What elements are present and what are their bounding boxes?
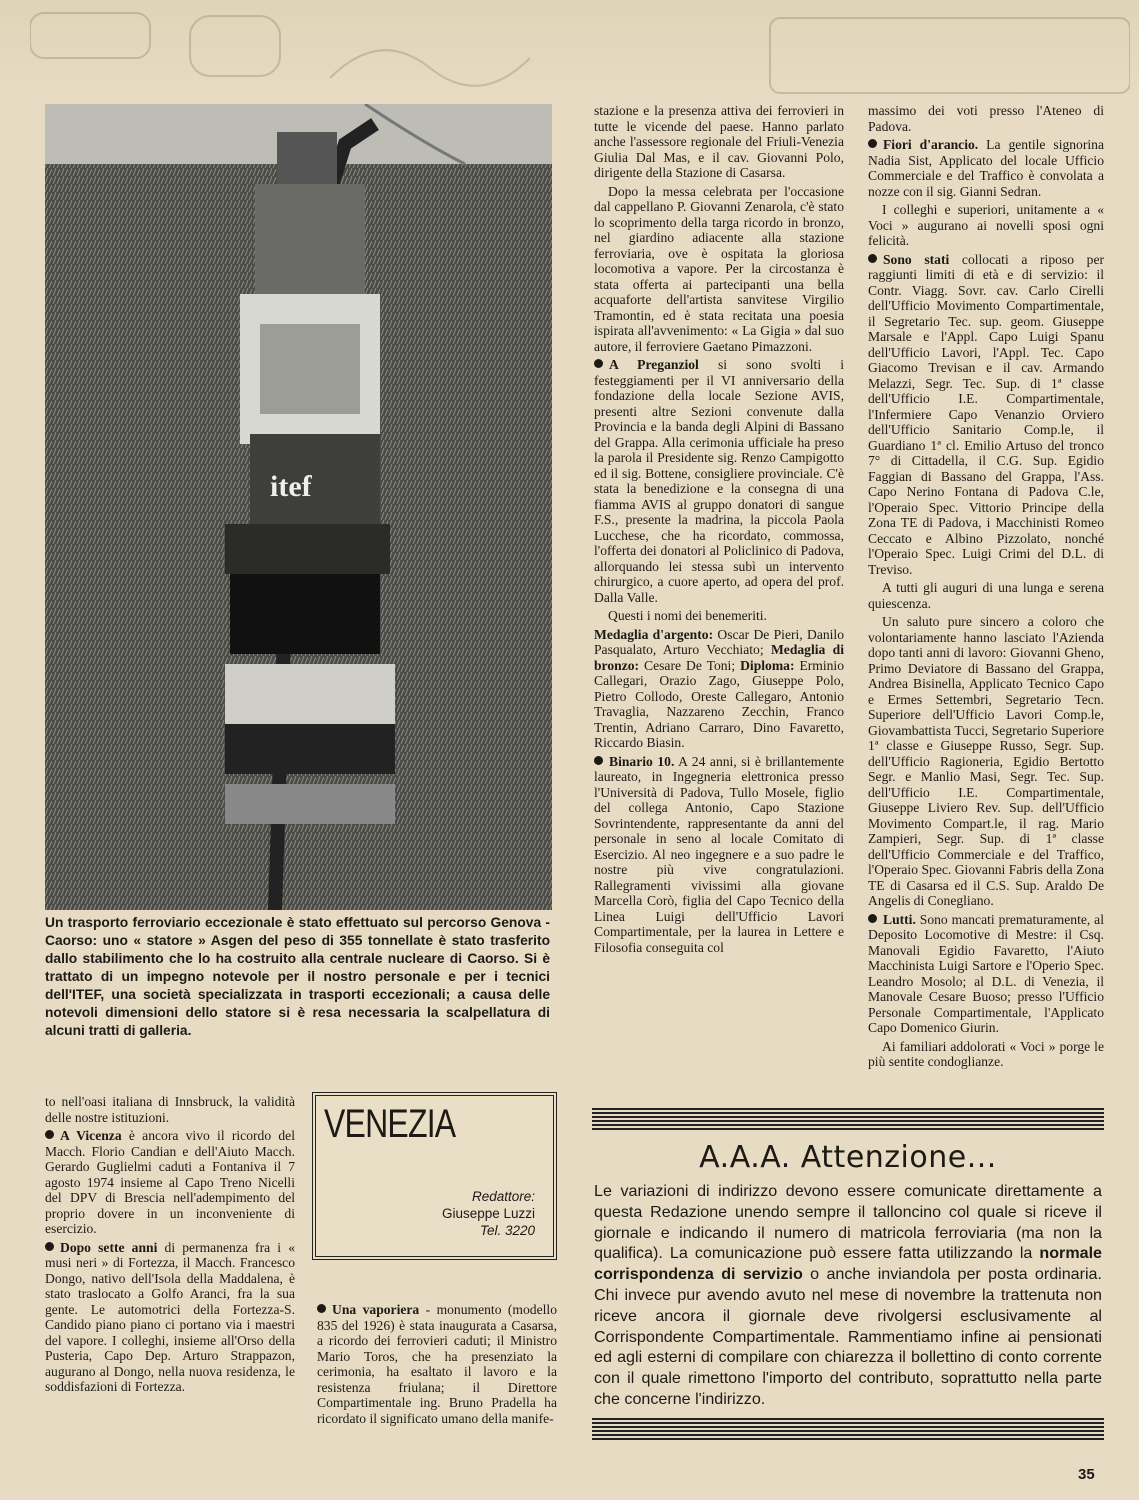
paragraph: A Preganziol si sono svolti i festeggiamenti per il VI anniversario della fondazione della locale Sezione AVIS, presenti altre Sezioni convenute dalla Provincia e la banda degli Alpini di Bassano del Grappa. Alla cerimonia ufficiale ha preso la parola il Presidente sig. Renzo Campigotto ed il sig. Bottene, consigliere provinciale. C'è stata la benedizione e la consegna di una fiamma AVIS al gruppo donatori di sangue F.S., presente la madrina, la piccola Paola Lucchese, che ha ricordato, commossa, l'offerta dei donatori al Policlinico di Padova, allorquando lei stessa subì un intervento chirurgico, a cuore aperto, ad opera del prof. Dalla Valle. xyxy=(594,357,844,605)
paragraph: Un saluto pure sincero a coloro che volontariamente hanno lasciato l'Azienda dopo tanti anni di lavoro: Giovanni Gheno, Primo Deviatore di Bassano del Grappa, Andrea Bisinella, Applicato Tecnico Capo e Ermes Settembri, Segretario Tecn. Superiore dell'Ufficio Lavori Comp.le, Giovambattista Tucci, Segretario Superiore 1ª classe e Giuseppe Russo, Segr. Sup. dell'Ufficio Ragioneria, Egidio Bertotto Segr. e Manlio Masi, Segr. Tec. Sup. dell'Ufficio I.E. Compartimentale, Giuseppe Liviero Rev. Sup. dell'Ufficio Movimento Compart.le, il rag. Mario Zampieri, Segr. Sup. di 1ª classe dell'Ufficio Commerciale e del Traffico, l'Operaio Spec. Giovanni Fabris della Zona TE di Casarsa ed il C.S. Sup. Araldo De Angelis di Conegliano. xyxy=(868,614,1104,908)
bullet-icon xyxy=(594,359,603,368)
paragraph: A Vicenza è ancora vivo il ricordo del Macch. Florio Candian e dell'Aiuto Macch. Gerardo Guglielmi caduti a Fontaniva il 7 agosto 1974 insieme al Capo Treno Nicelli del DPV di Brescia nell'adempimento del proprio dovere in un inconveniente di esercizio. xyxy=(45,1128,295,1236)
paragraph: Medaglia d'argento: Oscar De Pieri, Danilo Pasqualato, Arturo Vecchiato; Medaglia di bronzo: Cesare De Toni; Diploma: Erminio Callegari, Orazio Zago, Giuseppe Polo, Pietro Collodo, Oreste Callegaro, Antonio Travaglia, Nazzareno Zecchin, Franco Trentin, Adriano Carraro, Dino Favaretto, Riccardo Biasin. xyxy=(594,626,845,750)
freight-train-photo-icon xyxy=(45,104,552,910)
paragraph: A tutti gli auguri di una lunga e serena quiescenza. xyxy=(868,580,1104,611)
column-vaporiera xyxy=(317,1302,557,1429)
paragraph: Una vaporiera - monumento (modello 835 del 1926) è stata inaugurata a Casarsa, a ricordo dei ferrovieri caduti; il Ministro Mario Toros, che ha presenziato la cerimonia, ha esaltato il lavoro e la resistenza friulana; il Direttore Compartimentale ing. Bruno Pradella ha ricordato il significato umano della manife- xyxy=(317,1302,557,1426)
bullet-icon xyxy=(868,914,877,923)
paragraph: Fiori d'arancio. La gentile signorina Nadia Sist, Applicato del locale Ufficio Commerciale e del Traffico è convolata a nozze con il sig. Gianni Sedran. xyxy=(868,137,1104,199)
venezia-title: VENEZIA xyxy=(324,1102,456,1146)
paragraph: Dopo sette anni di permanenza fra i « musi neri » di Fortezza, il Macch. Francesco Dongo, nativo dell'Isola della Maddalena, è stato traslocato a Golfo Aranci, fra la sua gente. Le automotrici della Fortezza-S. Candido piano piano ci portano via i maestri del vapore. I colleghi, insieme all'Orso della Pusteria, Capo Dep. Arturo Strappazon, augurano al Dongo, nella nuova residenza, le soddisfazioni di Fortezza. xyxy=(45,1239,295,1394)
paragraph: Binario 10. A 24 anni, si è brillantemente laureato, in Ingegneria elettronica presso l'Università di Padova, Tullo Mosele, figlio del collega Antonio, Capo Stazione Sovrintendente, rappresentante da anni del personale in seno al locale Comitato di Esercizio. Al neo ingegnere e a suo padre le nostre più vive congratulazioni. Rallegramenti vivissimi alla giovane Marcella Corò, figlia del Capo Tecnico della Linea Luigi dell'Ufficio Lavori Compartimentale, per la laurea in Lettere e Filosofia conseguita col xyxy=(594,753,844,955)
itef-wagon-label: itef xyxy=(270,470,312,503)
attention-body: Le variazioni di indirizzo devono essere comunicate direttamente a questa Redazione unendo sempre il talloncino col quale si riceve il giornale e indicando il numero di matricola ferroviaria (ma non la qualifica). La comunicazione può essere fatta utilizzando la normale corrispondenza di servizio o anche inviandola per posta ordinaria. Chi invece pur avendo avuto nel mese di novembre la trattenuta non riceve ancora il giornale deve rivolgersi esclusivamente al Corrispondente Compartimentale. Rammentiamo infine ai pensionati ed agli esterni di compilare con chiarezza il bollettino di conto corrente con il quale rimettono l'importo del contributo, soprattutto nella parte che concerne l'indirizzo. xyxy=(594,1182,1102,1408)
column-right xyxy=(868,103,1104,1073)
column-middle xyxy=(594,103,844,958)
column-left-bottom xyxy=(45,1094,295,1398)
venezia-editor: Redattore: Giuseppe Luzzi Tel. 3220 xyxy=(441,1189,535,1238)
bullet-icon xyxy=(317,1304,326,1313)
attention-title: A.A.A. Attenzione... xyxy=(699,1140,997,1175)
attention-notice xyxy=(592,1108,1104,1464)
bullet-icon xyxy=(868,254,877,263)
bottom-stripe-divider xyxy=(592,1418,1104,1440)
faded-cartoon-background xyxy=(30,8,1130,96)
paragraph: Dopo la messa celebrata per l'occasione dal cappellano P. Giovanni Zenarola, c'è stato lo scoprimento della targa ricordo in bronzo, nel giardino adiacente alla stazione ferroviaria, ove è ospitata la gloriosa locomotiva a vapore. Per la circostanza è stata offerta ai partecipanti una bella acquaforte dell'artista sanvitese Virgilio Tramontin, ed è stata recitata una poesia ispirata all'avvenimento: « La Gigia » dal suo autore, il ferroviere Gaetano Pimazzoni. xyxy=(594,183,844,354)
paragraph: I colleghi e superiori, unitamente a « Voci » augurano ai novelli sposi ogni felicità. xyxy=(868,202,1104,248)
paragraph: Ai familiari addolorati « Voci » porge le più sentite condoglianze. xyxy=(868,1038,1104,1069)
venezia-section-box xyxy=(312,1092,557,1260)
paragraph: stazione e la presenza attiva dei ferrovieri in tutte le vicende del paese. Hanno parlato anche l'assessore regionale del Friuli-Venezia Giulia Dal Mas, e il cav. Giovanni Polo, dirigente della Stazione di Casarsa. xyxy=(594,103,844,180)
paragraph: massimo dei voti presso l'Ateneo di Padova. xyxy=(868,103,1104,134)
paragraph: Questi i nomi dei benemeriti. xyxy=(608,608,767,623)
bullet-icon xyxy=(594,756,603,765)
paragraph: Lutti. Sono mancati prematuramente, al Deposito Locomotive di Mestre: il Csq. Manovali Egidio Favaretto, l'Aiuto Macchinista Luigi Sartore e l'Operio Spec. Leandro Mosolo; al D.L. di Venezia, il Manovale Cesare Buoso; presso l'Ufficio Personale Compartimentale, l'Applicato Capo Domenico Giurin. xyxy=(868,911,1104,1035)
paragraph: Sono stati collocati a riposo per raggiunti limiti di età e di servizio: il Contr. Viagg. Sovr. cav. Carlo Cirelli dell'Ufficio Movimento Compartimentale, il Segretario Tec. sup. geom. Giuseppe Marsale e l'Appl. Capo Luigi Spanu dell'Ufficio Lavori, l'Appl. Tec. Capo Giacomo Trevisan e il cav. Armando Melazzi, Segr. Tec. Sup. di 1ª classe dell'Ufficio I.E. Compartimentale, l'Infermiere Capo Venanzio Orviero dell'Ufficio Sanitario Comp.le, il Guardiano 1ª cl. Emilio Artuso del tronco 7° di Cittadella, il C.G. Sup. Egidio Faggian di Bassano del Grappa, l'Ass. Capo Nerino Fontana di Padova C.le, l'Operaio Spec. Vittorio Principe della Zona TE di Padova, i Macchinisti Romeo Ceccato e Albino Pizzolato, nonché l'Operaio Spec. Luigi Crimi del D.L. di Treviso. xyxy=(868,251,1105,577)
bullet-icon xyxy=(868,139,877,148)
bullet-icon xyxy=(45,1242,54,1251)
top-stripe-divider xyxy=(592,1108,1104,1130)
paragraph: to nell'oasi italiana di Innsbruck, la validità delle nostre istituzioni. xyxy=(45,1094,295,1125)
page-number: 35 xyxy=(1078,1466,1095,1483)
bullet-icon xyxy=(45,1130,54,1139)
photo-caption: Un trasporto ferroviario eccezionale è stato effettuato sul percorso Genova - Caorso: uno « statore » Asgen del peso di 355 tonnellate è stato trasferito dallo stabilimento che lo ha costruito alla centrale nucleare di Caorso. Si è trattato di un impegno notevole per il nostro personale e per i tecnici dell'ITEF, una società specializzata in trasporti eccezionali; a causa delle notevoli dimensioni dello statore si è resa necessaria la scalpellatura di alcuni tratti di galleria. xyxy=(45,915,550,1038)
train-photo xyxy=(45,104,552,910)
